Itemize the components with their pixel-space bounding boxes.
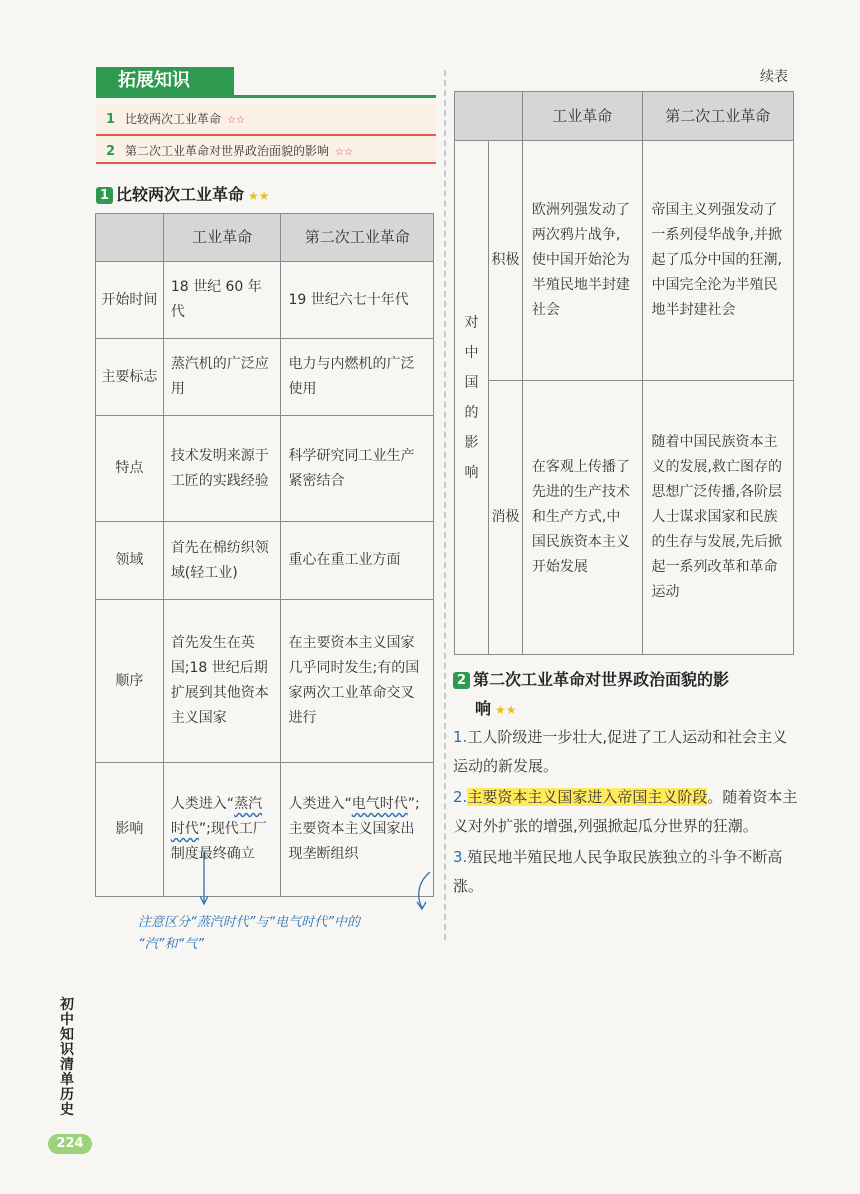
row-label: 主要标志 — [96, 339, 164, 416]
toc-num: 2 — [106, 144, 116, 159]
section2-title-text: 第二次工业革命对世界政治面貌的影 — [473, 670, 730, 689]
handwritten-note — [138, 912, 360, 956]
star-icon: ☆☆ — [335, 147, 353, 158]
cell: 在主要资本主义国家几乎同时发生;有的国家两次工业革命交叉进行 — [281, 600, 434, 763]
col-header: 工业革命 — [522, 92, 642, 141]
cell: 19 世纪六七十年代 — [281, 262, 434, 339]
list-num: 3. — [453, 848, 468, 866]
list-num: 2. — [453, 788, 468, 806]
cell: 18 世纪 60 年代 — [163, 262, 281, 339]
note-line: 注意区分“蒸汽时代”与“电气时代”中的 — [138, 915, 360, 930]
col-header: 第二次工业革命 — [642, 92, 793, 141]
continued-table — [454, 91, 794, 655]
cell: 在客观上传播了先进的生产技术和生产方式,中国民族资本主义开始发展 — [522, 381, 642, 655]
heading-underline — [96, 95, 436, 98]
cell-text: 人类进入“ — [170, 796, 235, 812]
cell: 重心在重工业方面 — [281, 522, 434, 600]
cell: 首先发生在英国;18 世纪后期扩展到其他资本主义国家 — [163, 600, 281, 763]
divider — [96, 162, 436, 164]
cell: 帝国主义列强发动了一系列侵华战争,并掀起了瓜分中国的狂潮,中国完全沦为半殖民地半封建社会 — [642, 141, 793, 381]
col-header: 工业革命 — [163, 214, 281, 262]
cell: 科学研究同工业生产紧密结合 — [281, 416, 434, 522]
cell-text: ”;现代工厂制度最终确立 — [170, 821, 267, 862]
list-text: 。随着资本主义对外扩张的增强,列强掀起瓜分世界的狂潮。 — [453, 788, 798, 835]
impact-list — [453, 723, 798, 901]
table-corner — [96, 214, 164, 262]
cell: 技术发明来源于工匠的实践经验 — [163, 416, 281, 522]
row-label: 顺序 — [96, 600, 164, 763]
annotation-arrows — [190, 852, 440, 914]
section2-title — [453, 665, 798, 725]
cell-text: 人类进入“ — [288, 796, 352, 812]
cell: 首先在棉纺织领域(轻工业) — [163, 522, 281, 600]
marked-term: 电气时代 — [351, 796, 408, 812]
row-label: 开始时间 — [96, 262, 164, 339]
cell: 随着中国民族资本主义的发展,救亡图存的思想广泛传播,各阶层人士谋求国家和民族的生存与发展,先后掀起一系列改革和革命运动 — [642, 381, 793, 655]
group-label: 对中国的影响 — [455, 141, 489, 655]
highlighted-text: 主要资本主义国家进入帝国主义阶段 — [467, 788, 708, 806]
list-item — [453, 843, 798, 901]
cell: 蒸汽机的广泛应用 — [163, 339, 281, 416]
section1-title-text: 比较两次工业革命 — [116, 185, 245, 204]
list-text: 工人阶级进一步壮大,促进了工人运动和社会主义运动的新发展。 — [453, 728, 788, 775]
toc-num: 1 — [106, 112, 116, 127]
continued-label: 续表 — [760, 69, 788, 85]
section2-title-text: 响 — [475, 699, 492, 718]
table-row — [96, 522, 434, 600]
row-label: 领域 — [96, 522, 164, 600]
section-number: 1 — [96, 187, 113, 204]
list-item — [453, 783, 798, 841]
star-icon: ★★ — [495, 703, 517, 717]
table-corner — [455, 92, 523, 141]
star-icon: ☆☆ — [227, 115, 245, 126]
row-label: 积极 — [488, 141, 522, 381]
table-row — [96, 416, 434, 522]
toc-text: 第二次工业革命对世界政治面貌的影响 — [125, 144, 330, 158]
row-label: 影响 — [96, 763, 164, 897]
page-number: 224 — [48, 1134, 92, 1154]
cell: 电力与内燃机的广泛使用 — [281, 339, 434, 416]
section-heading: 拓展知识 — [96, 67, 234, 95]
marked-term: 蒸汽时代 — [170, 796, 263, 837]
col-header: 第二次工业革命 — [281, 214, 434, 262]
row-label: 消极 — [488, 381, 522, 655]
section1-title — [96, 182, 270, 205]
table-row — [96, 339, 434, 416]
column-divider — [444, 70, 446, 940]
star-icon: ★★ — [248, 189, 270, 203]
toc-item-1 — [96, 104, 436, 134]
cell: 欧洲列强发动了两次鸦片战争,使中国开始沦为半殖民地半封建社会 — [522, 141, 642, 381]
note-line: “汽”和“气” — [138, 937, 204, 952]
row-label: 特点 — [96, 416, 164, 522]
list-text: 殖民地半殖民地人民争取民族独立的斗争不断高涨。 — [453, 848, 783, 895]
table-row — [455, 381, 794, 655]
comparison-table — [95, 213, 434, 897]
table-row — [96, 262, 434, 339]
table-row — [455, 141, 794, 381]
book-title: 初中知识清单 历史 — [60, 997, 74, 1118]
table-row — [96, 600, 434, 763]
list-item — [453, 723, 798, 781]
section-number: 2 — [453, 672, 470, 689]
toc-text: 比较两次工业革命 — [125, 112, 222, 126]
cell-text: ”;主要资本主义国家出现垄断组织 — [288, 796, 420, 862]
list-num: 1. — [453, 728, 468, 746]
